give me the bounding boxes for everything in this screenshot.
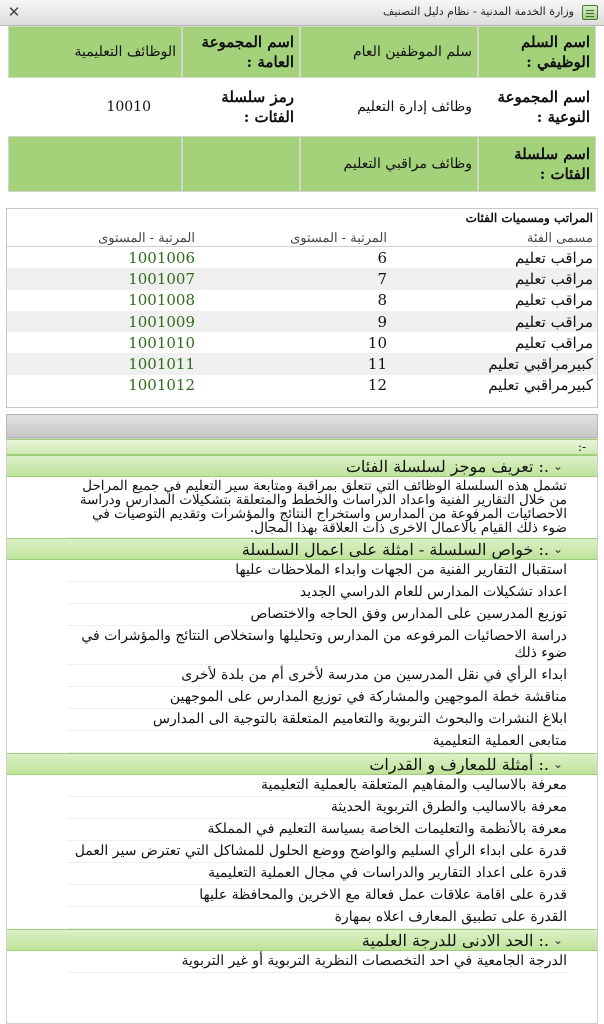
column-header-rank: المرتبة - المستوى (290, 231, 387, 246)
section-items (7, 775, 597, 929)
list-item: معرفة بالأنظمة والتعليمات الخاصة بسياسة التعليم في المملكة (67, 819, 567, 841)
chevron-down-icon[interactable]: ⌄ (552, 757, 564, 771)
grade-rank: 12 (367, 376, 387, 395)
grade-name: كبيرمراقبي تعليم (488, 355, 593, 374)
list-item: القدرة على تطبيق المعارف اعلاه بمهارة (67, 907, 567, 929)
list-item: اعداد تشكيلات المدارس للعام الدراسي الجديد (67, 582, 567, 604)
grades-table (6, 208, 598, 408)
section-header[interactable] (7, 455, 597, 477)
details-sections (7, 455, 597, 973)
grade-code: 1001008 (128, 291, 195, 310)
table-row[interactable] (7, 375, 597, 396)
section-header[interactable] (7, 929, 597, 951)
label-ladder: اسم السلم الوظيفي : (478, 26, 596, 78)
section-title: .: أمثلة للمعارف و القدرات (369, 754, 549, 774)
top-marker: -: (577, 440, 587, 454)
grades-title: المراتب ومسميات الفئات (465, 211, 593, 225)
list-item: ابلاغ النشرات والبحوث التربوية والتعاميم المتعلقة بالتوجية الى المدارس (67, 709, 567, 731)
column-header-code: المرتبة - المستوى (98, 231, 195, 246)
value-series-name: وظائف مراقبي التعليم (300, 136, 478, 192)
section-title: .: خواص السلسلة - امثلة على اعمال السلسلة (241, 539, 549, 559)
grades-header (7, 225, 597, 247)
list-item: استقبال التقارير الفنية من الجهات وابداء الملاحظات عليها (67, 560, 567, 582)
section-header[interactable] (7, 753, 597, 775)
window-title: وزارة الخدمة المدنية - نظام دليل التصنيف (382, 5, 574, 18)
table-row[interactable] (7, 290, 597, 311)
list-item: توزيع المدرسين على المدارس وفق الحاجه والاختصاص (67, 604, 567, 626)
list-item: دراسة الاحصائيات المرفوعه من المدارس وتحليلها واستخلاص النتائج والمؤشرات في ضوء ذلك (67, 626, 567, 665)
label-type-group: اسم المجموعة النوعية : (478, 78, 596, 136)
table-row[interactable] (7, 332, 597, 353)
label-general-group: اسم المجموعة العامة : (182, 26, 300, 78)
grade-code: 1001007 (128, 269, 195, 288)
grades-body (7, 247, 597, 396)
grade-name: مراقب تعليم (514, 333, 593, 352)
chevron-down-icon[interactable]: ⌄ (552, 542, 564, 556)
section-header[interactable] (7, 538, 597, 560)
label-series-code: رمز سلسلة الفئات : (182, 78, 300, 136)
empty-cell (182, 136, 300, 192)
list-item: الدرجة الجامعية في احد التخصصات النظرية التربوية أو غير التربوية (67, 951, 567, 973)
section-items (7, 951, 597, 973)
grade-name: كبيرمراقبي تعليم (488, 376, 593, 395)
details-top-row (7, 439, 597, 455)
grade-name: مراقب تعليم (514, 291, 593, 310)
list-item: معرفة بالاساليب والمفاهيم المتعلقة بالعملية التعليمية (67, 775, 567, 797)
chevron-down-icon[interactable]: ⌄ (552, 933, 564, 947)
grade-code: 1001010 (128, 333, 195, 352)
grade-name: مراقب تعليم (514, 312, 593, 331)
table-row[interactable] (7, 247, 597, 268)
header-row-type (8, 78, 596, 136)
app-icon (582, 5, 598, 20)
chevron-down-icon[interactable]: ⌄ (552, 459, 564, 473)
grade-rank: 10 (367, 333, 387, 352)
grade-code: 1001006 (128, 248, 195, 267)
value-type-group: وظائف إدارة التعليم (300, 78, 478, 136)
list-item: قدرة على ابداء الرأي السليم والواضح ووضع الحلول للمشاكل التي تعترض سير العمل (67, 841, 567, 863)
empty-cell (8, 136, 182, 192)
list-item: قدرة على اعداد التقارير والدراسات في مجال العملية التعليمية (67, 863, 567, 885)
list-item: قدرة على اقامة علاقات عمل فعالة مع الاخرين والمحافظة عليها (67, 885, 567, 907)
window-titlebar (0, 0, 604, 26)
grade-name: مراقب تعليم (514, 248, 593, 267)
grade-code: 1001012 (128, 376, 195, 395)
table-row[interactable] (7, 268, 597, 289)
grade-rank: 9 (377, 312, 387, 331)
header-row-ladder (8, 26, 596, 78)
grade-code: 1001011 (128, 355, 195, 374)
grade-rank: 11 (367, 355, 387, 374)
value-general-group: الوظائف التعليمية (8, 26, 182, 78)
series-header (8, 26, 596, 192)
value-ladder: سلم الموظفين العام (300, 26, 478, 78)
grade-name: مراقب تعليم (514, 269, 593, 288)
close-icon[interactable]: ✕ (7, 3, 21, 21)
header-row-series-name (8, 136, 596, 192)
section-items (7, 560, 597, 753)
list-item: ابداء الرأي في نقل المدرسين من مدرسة لأخرى أم من بلدة لأخرى (67, 665, 567, 687)
section-title: .: الحد الادنى للدرجة العلمية (361, 930, 549, 950)
panel-divider (6, 414, 598, 438)
table-row[interactable] (7, 311, 597, 332)
grade-rank: 8 (377, 291, 387, 310)
table-row[interactable] (7, 353, 597, 374)
details-panel (6, 438, 598, 1024)
section-items (7, 477, 597, 538)
grade-rank: 7 (377, 269, 387, 288)
list-item: معرفة بالاساليب والطرق التربوية الحديثة (67, 797, 567, 819)
list-item: تشمل هذه السلسلة الوظائف التي تتعلق بمراقبة ومتابعة سير التعليم في جميع المراحل من خلال التقارير الفنية واعداد الدراسات والخطط والمتعلقة بتشكيلات المدارس ودراسة الاحصائيات المرفوعة من المدارس واستخراج النتائج والمؤشرات وتقديم التوصيات في ضوء ذلك القيام بالاعمال الاخرى ذات العلاقة بهذا المجال. (67, 477, 567, 538)
grade-rank: 6 (377, 248, 387, 267)
list-item: مناقشة خطة الموجهين والمشاركة في توزيع المدارس على الموجهين (67, 687, 567, 709)
label-series-name: اسم سلسلة الفئات : (478, 136, 596, 192)
column-header-name: مسمى الفئة (526, 231, 593, 246)
list-item: متابعى العملية التعليمية (67, 731, 567, 753)
section-title: .: تعريف موجز لسلسلة الفئات (345, 456, 549, 476)
grade-code: 1001009 (128, 312, 195, 331)
value-series-code: 10010 (8, 78, 182, 136)
